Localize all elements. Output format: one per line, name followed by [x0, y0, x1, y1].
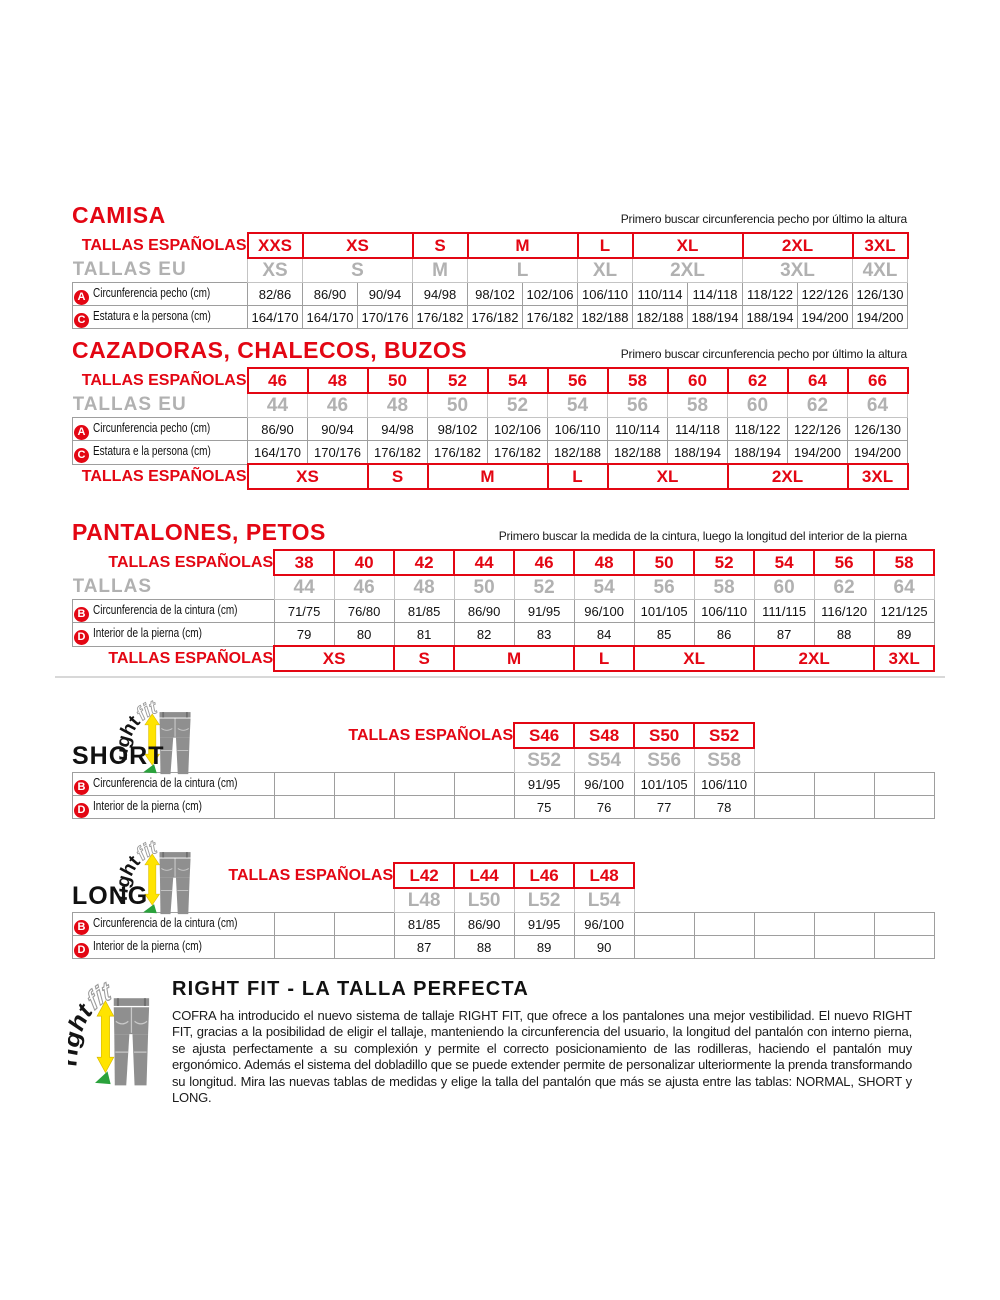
size-cell: 46	[308, 393, 368, 418]
table-row	[73, 418, 908, 441]
value-cell: 77	[634, 796, 694, 819]
value-cell: 182/188	[578, 306, 633, 329]
size-cell: 44	[274, 575, 334, 600]
value-cell: 71/75	[274, 600, 334, 623]
value-cell	[874, 936, 934, 959]
size-cell: 48	[368, 393, 428, 418]
empty-cell	[754, 748, 934, 773]
value-cell	[874, 913, 934, 936]
size-cell: M	[428, 464, 548, 489]
value-cell: 182/188	[608, 441, 668, 465]
size-cell: 48	[308, 368, 368, 393]
row-label: TALLAS	[72, 576, 153, 597]
size-cell: 52	[694, 550, 754, 575]
size-cell: 4XL	[853, 258, 908, 283]
value-cell: 75	[514, 796, 574, 819]
size-cell: 56	[814, 550, 874, 575]
value-cell: 182/188	[548, 441, 608, 465]
size-cell: M	[454, 646, 574, 671]
row-label	[73, 796, 275, 819]
value-cell	[454, 796, 514, 819]
row-label-text: Interior de la pierna (cm)	[93, 798, 202, 813]
value-cell: 176/182	[488, 441, 548, 465]
size-cell: S	[413, 233, 468, 258]
value-cell: 78	[694, 796, 754, 819]
row-label-text: Circunferencia pecho (cm)	[93, 420, 211, 435]
value-cell: 87	[394, 936, 454, 959]
size-cell: XS	[248, 258, 303, 283]
value-cell: 188/194	[743, 306, 798, 329]
cazadoras-title: CAZADORAS, CHALECOS, BUZOS	[72, 337, 468, 363]
camisa-header	[72, 202, 907, 229]
value-cell: 86/90	[454, 913, 514, 936]
value-cell: 126/130	[848, 418, 908, 441]
value-cell: 94/98	[368, 418, 428, 441]
value-cell: 98/102	[468, 283, 523, 306]
value-cell	[634, 936, 694, 959]
pantalones-section	[72, 519, 935, 672]
value-cell	[274, 936, 334, 959]
size-cell: 50	[428, 393, 488, 418]
row-label: TALLAS ESPAÑOLAS	[348, 726, 514, 744]
size-cell: 58	[608, 368, 668, 393]
badge-d-icon: D	[74, 803, 89, 818]
value-cell: 101/105	[634, 773, 694, 796]
row-label	[73, 936, 275, 959]
value-cell: 81/85	[394, 913, 454, 936]
size-cell: XL	[578, 258, 633, 283]
row-label	[73, 306, 248, 329]
value-cell: 80	[334, 623, 394, 647]
value-cell: 118/122	[743, 283, 798, 306]
cazadoras-header	[72, 337, 907, 364]
size-cell: L54	[574, 888, 634, 913]
camisa-title: CAMISA	[72, 202, 166, 228]
value-cell	[334, 913, 394, 936]
size-cell: XL	[634, 646, 754, 671]
size-cell: 56	[634, 575, 694, 600]
size-cell: 50	[368, 368, 428, 393]
size-cell: 54	[574, 575, 634, 600]
size-cell: L	[578, 233, 633, 258]
long-section	[72, 862, 935, 959]
value-cell: 96/100	[574, 913, 634, 936]
size-cell: 58	[668, 393, 728, 418]
badge-b-icon: B	[74, 780, 89, 795]
rightfit-logo	[68, 970, 172, 1088]
size-cell: 60	[728, 393, 788, 418]
row-label-text: Estatura e la persona (cm)	[93, 443, 211, 458]
camisa-size-table	[72, 232, 909, 329]
table-row	[73, 773, 935, 796]
value-cell: 102/106	[488, 418, 548, 441]
value-cell	[814, 936, 874, 959]
value-cell	[814, 913, 874, 936]
value-cell: 81/85	[394, 600, 454, 623]
value-cell: 90	[574, 936, 634, 959]
value-cell: 194/200	[788, 441, 848, 465]
table-row	[73, 550, 935, 575]
camisa-hint: Primero buscar circunferencia pecho por último la altura	[620, 212, 907, 226]
value-cell: 170/176	[358, 306, 413, 329]
value-cell	[754, 773, 814, 796]
size-cell: 52	[514, 575, 574, 600]
size-cell: 54	[488, 368, 548, 393]
value-cell: 89	[514, 936, 574, 959]
size-cell: 52	[488, 393, 548, 418]
table-row	[73, 464, 908, 489]
size-cell: 50	[634, 550, 694, 575]
value-cell: 83	[514, 623, 574, 647]
size-cell: S54	[574, 748, 634, 773]
badge-d-icon: D	[74, 630, 89, 645]
badge-b-icon: B	[74, 920, 89, 935]
value-cell: 86	[694, 623, 754, 647]
value-cell: 164/170	[248, 306, 303, 329]
row-label: TALLAS ESPAÑOLAS	[228, 866, 394, 884]
size-cell: 64	[788, 368, 848, 393]
pantalones-hint: Primero buscar la medida de la cintura, luego la longitud del interior de la pierna	[498, 529, 907, 543]
value-cell: 91/95	[514, 913, 574, 936]
value-cell: 118/122	[728, 418, 788, 441]
size-cell: 50	[454, 575, 514, 600]
value-cell: 116/120	[814, 600, 874, 623]
table-row	[73, 393, 908, 418]
value-cell: 188/194	[668, 441, 728, 465]
value-cell: 82/86	[248, 283, 303, 306]
value-cell: 84	[574, 623, 634, 647]
value-cell: 114/118	[668, 418, 728, 441]
size-cell: 38	[274, 550, 334, 575]
value-cell: 194/200	[848, 441, 908, 465]
table-row	[73, 796, 935, 819]
value-cell: 106/110	[694, 600, 754, 623]
empty-cell	[754, 723, 934, 748]
value-cell: 88	[454, 936, 514, 959]
size-cell: L50	[454, 888, 514, 913]
value-cell: 91/95	[514, 773, 574, 796]
value-cell: 164/170	[248, 441, 308, 465]
value-cell: 122/126	[788, 418, 848, 441]
value-cell: 176/182	[413, 306, 468, 329]
table-row	[73, 623, 935, 647]
size-cell: 64	[848, 393, 908, 418]
size-cell: S52	[694, 723, 754, 748]
row-label	[73, 623, 275, 647]
cazadoras-section	[72, 337, 909, 490]
size-cell: 46	[514, 550, 574, 575]
row-label	[73, 600, 275, 623]
table-row	[73, 913, 935, 936]
value-cell: 76	[574, 796, 634, 819]
row-label	[73, 283, 248, 306]
size-cell: L42	[394, 863, 454, 888]
value-cell: 126/130	[853, 283, 908, 306]
value-cell: 114/118	[688, 283, 743, 306]
size-cell: L46	[514, 863, 574, 888]
size-cell: 54	[754, 550, 814, 575]
value-cell	[394, 796, 454, 819]
size-cell: 3XL	[848, 464, 908, 489]
empty-cell	[634, 888, 934, 913]
value-cell: 111/115	[754, 600, 814, 623]
size-cell: 58	[694, 575, 754, 600]
size-cell: 62	[788, 393, 848, 418]
size-cell: L	[548, 464, 608, 489]
value-cell: 106/110	[694, 773, 754, 796]
size-cell: 48	[574, 550, 634, 575]
size-cell: 52	[428, 368, 488, 393]
size-cell: 2XL	[633, 258, 743, 283]
short-label: SHORT	[72, 742, 165, 770]
size-cell: XS	[274, 646, 394, 671]
size-cell: 60	[668, 368, 728, 393]
value-cell: 102/106	[523, 283, 578, 306]
value-cell	[634, 913, 694, 936]
size-cell: 2XL	[728, 464, 848, 489]
table-row	[73, 441, 908, 465]
value-cell: 98/102	[428, 418, 488, 441]
size-cell: 58	[874, 550, 934, 575]
row-label: TALLAS EU	[72, 394, 187, 415]
size-cell: 56	[548, 368, 608, 393]
size-cell: S	[368, 464, 428, 489]
badge-a-icon: A	[74, 290, 89, 305]
row-label: TALLAS ESPAÑOLAS	[81, 236, 247, 254]
size-cell: S50	[634, 723, 694, 748]
table-row	[73, 283, 908, 306]
row-label: TALLAS ESPAÑOLAS	[81, 467, 247, 485]
size-cell: S48	[574, 723, 634, 748]
value-cell: 106/110	[578, 283, 633, 306]
size-cell: S	[394, 646, 454, 671]
row-label-text: Circunferencia de la cintura (cm)	[93, 602, 238, 617]
size-cell: S46	[514, 723, 574, 748]
size-cell: XXS	[248, 233, 303, 258]
size-cell: 60	[754, 575, 814, 600]
value-cell: 86/90	[303, 283, 358, 306]
size-cell: 2XL	[754, 646, 874, 671]
value-cell	[334, 773, 394, 796]
value-cell: 90/94	[308, 418, 368, 441]
value-cell	[754, 936, 814, 959]
size-cell: S58	[694, 748, 754, 773]
table-row	[73, 575, 935, 600]
value-cell: 176/182	[428, 441, 488, 465]
value-cell: 194/200	[798, 306, 853, 329]
value-cell: 122/126	[798, 283, 853, 306]
value-cell	[274, 796, 334, 819]
value-cell: 188/194	[688, 306, 743, 329]
badge-c-icon: C	[74, 448, 89, 463]
cazadoras-size-table	[72, 367, 909, 490]
badge-b-icon: B	[74, 607, 89, 622]
size-cell: L48	[394, 888, 454, 913]
size-cell: XL	[633, 233, 743, 258]
value-cell: 82	[454, 623, 514, 647]
row-label-text: Circunferencia de la cintura (cm)	[93, 915, 238, 930]
size-cell: 3XL	[853, 233, 908, 258]
value-cell	[394, 773, 454, 796]
size-cell: 46	[248, 368, 308, 393]
value-cell: 188/194	[728, 441, 788, 465]
value-cell: 106/110	[548, 418, 608, 441]
rightfit-info-description: COFRA ha introducido el nuevo sistema de tallaje RIGHT FIT, que ofrece a los pantalones una mejor vestibilidad. El nuevo RIGHT FIT, gracias a la posibilidad de eligir el tallaje, manteniendo la circunferencia del usuario, la longitud del pantalón con interno pierna, se ajusta perfectamente a su complexión y permite el correcto posicionamiento de las rodilleras, haciendo el pantalón muy ergonómico. Además el sistema del dobladillo que se puede extender permite de personalizar ulteriormente la prenda transformando su longitud. Mira las nuevas tablas de medidas y elige la talla del pantalón que más se ajusta entre las tablas: NORMAL, SHORT y LONG.	[172, 1008, 912, 1106]
row-label: TALLAS EU	[72, 259, 187, 280]
size-cell: M	[468, 233, 578, 258]
size-cell: 44	[248, 393, 308, 418]
value-cell: 96/100	[574, 773, 634, 796]
value-cell: 170/176	[308, 441, 368, 465]
size-cell: S52	[514, 748, 574, 773]
size-cell: 42	[394, 550, 454, 575]
row-label	[73, 441, 248, 465]
value-cell: 91/95	[514, 600, 574, 623]
table-row	[73, 646, 935, 671]
size-cell: 3XL	[874, 646, 934, 671]
size-cell: 62	[814, 575, 874, 600]
rightfit-info-block	[172, 978, 912, 1106]
value-cell: 194/200	[853, 306, 908, 329]
camisa-section	[72, 202, 909, 329]
value-cell	[694, 936, 754, 959]
row-label: TALLAS ESPAÑOLAS	[108, 649, 274, 667]
empty-cell	[634, 863, 934, 888]
value-cell	[334, 936, 394, 959]
value-cell	[274, 773, 334, 796]
row-label-text: Interior de la pierna (cm)	[93, 625, 202, 640]
size-cell: 66	[848, 368, 908, 393]
size-cell: L	[468, 258, 578, 283]
long-label: LONG	[72, 882, 149, 910]
row-label: TALLAS ESPAÑOLAS	[108, 553, 274, 571]
value-cell	[814, 773, 874, 796]
pantalones-size-table	[72, 549, 935, 672]
row-label	[73, 418, 248, 441]
size-cell: 48	[394, 575, 454, 600]
table-row	[73, 258, 908, 283]
size-table	[72, 549, 935, 672]
size-cell: 2XL	[743, 233, 853, 258]
table-row	[73, 306, 908, 329]
value-cell	[334, 796, 394, 819]
value-cell: 176/182	[368, 441, 428, 465]
row-label	[73, 773, 275, 796]
value-cell: 86/90	[454, 600, 514, 623]
value-cell: 94/98	[413, 283, 468, 306]
size-cell: L44	[454, 863, 514, 888]
value-cell: 89	[874, 623, 934, 647]
size-cell: S56	[634, 748, 694, 773]
value-cell: 182/188	[633, 306, 688, 329]
value-cell: 90/94	[358, 283, 413, 306]
size-cell: XS	[303, 233, 413, 258]
size-cell: 62	[728, 368, 788, 393]
size-cell: 54	[548, 393, 608, 418]
row-label-text: Interior de la pierna (cm)	[93, 938, 202, 953]
size-table	[72, 367, 909, 490]
value-cell: 164/170	[303, 306, 358, 329]
size-cell: 3XL	[743, 258, 853, 283]
table-row	[73, 936, 935, 959]
value-cell: 121/125	[874, 600, 934, 623]
value-cell: 79	[274, 623, 334, 647]
value-cell	[754, 796, 814, 819]
value-cell: 176/182	[523, 306, 578, 329]
short-section	[72, 722, 935, 819]
size-cell: XL	[608, 464, 728, 489]
table-row	[73, 600, 935, 623]
size-table	[72, 232, 909, 329]
size-cell: XS	[248, 464, 368, 489]
value-cell: 76/80	[334, 600, 394, 623]
pantalones-header	[72, 519, 907, 546]
section-divider	[55, 676, 945, 678]
value-cell	[694, 913, 754, 936]
value-cell	[874, 796, 934, 819]
value-cell: 85	[634, 623, 694, 647]
value-cell: 176/182	[468, 306, 523, 329]
table-row	[73, 233, 908, 258]
value-cell: 88	[814, 623, 874, 647]
cazadoras-hint: Primero buscar circunferencia pecho por último la altura	[620, 347, 907, 361]
value-cell: 110/114	[633, 283, 688, 306]
value-cell	[454, 773, 514, 796]
value-cell	[874, 773, 934, 796]
value-cell	[814, 796, 874, 819]
row-label-text: Estatura e la persona (cm)	[93, 308, 211, 323]
value-cell: 96/100	[574, 600, 634, 623]
size-cell: 40	[334, 550, 394, 575]
value-cell: 86/90	[248, 418, 308, 441]
size-cell: L48	[574, 863, 634, 888]
row-label-text: Circunferencia pecho (cm)	[93, 285, 211, 300]
value-cell	[274, 913, 334, 936]
size-cell: 64	[874, 575, 934, 600]
size-cell: 44	[454, 550, 514, 575]
size-cell: M	[413, 258, 468, 283]
pantalones-title: PANTALONES, PETOS	[72, 519, 326, 545]
size-cell: S	[303, 258, 413, 283]
size-cell: L52	[514, 888, 574, 913]
table-row	[73, 368, 908, 393]
row-label: TALLAS ESPAÑOLAS	[81, 371, 247, 389]
badge-d-icon: D	[74, 943, 89, 958]
rightfit-info-title: RIGHT FIT - LA TALLA PERFECTA	[172, 978, 529, 1000]
badge-c-icon: C	[74, 313, 89, 328]
value-cell	[754, 913, 814, 936]
row-label-text: Circunferencia de la cintura (cm)	[93, 775, 238, 790]
size-cell: 46	[334, 575, 394, 600]
row-label	[73, 913, 275, 936]
value-cell: 81	[394, 623, 454, 647]
size-cell: 56	[608, 393, 668, 418]
value-cell: 101/105	[634, 600, 694, 623]
badge-a-icon: A	[74, 425, 89, 440]
value-cell: 110/114	[608, 418, 668, 441]
value-cell: 87	[754, 623, 814, 647]
size-cell: L	[574, 646, 634, 671]
